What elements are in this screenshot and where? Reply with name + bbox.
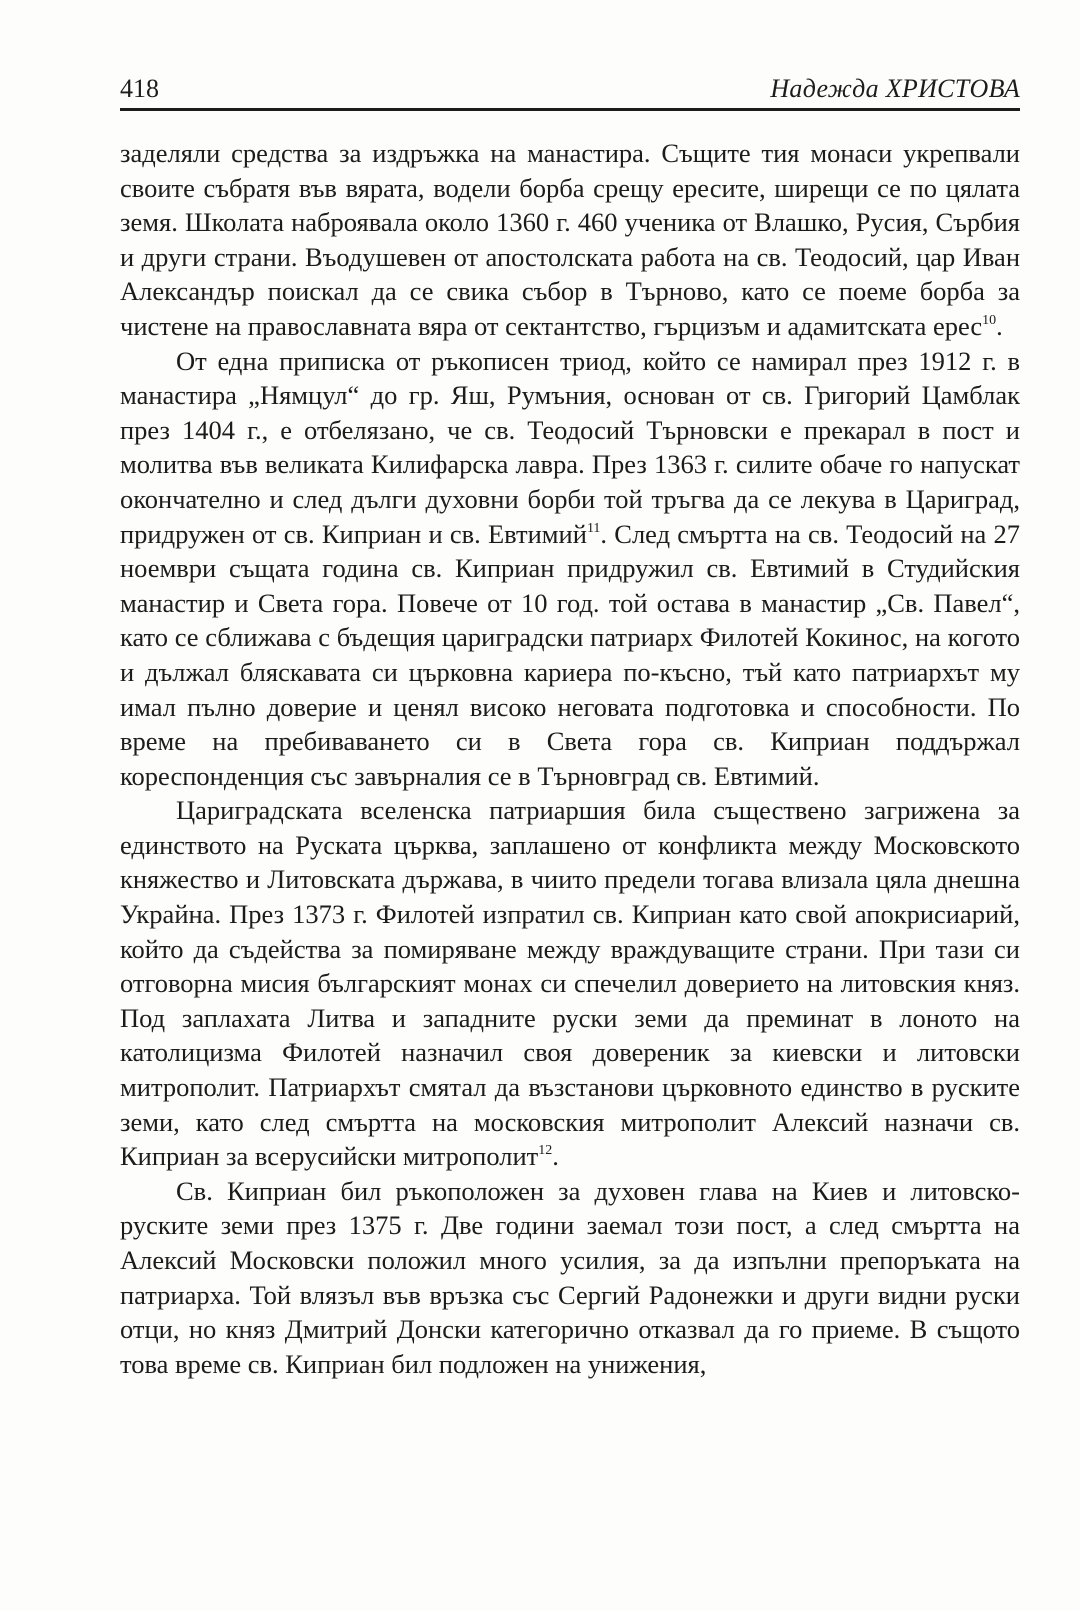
body-text	[120, 136, 1020, 1381]
running-head-author: Надежда ХРИСТОВА	[770, 74, 1020, 103]
footnote-ref: 10	[982, 312, 997, 328]
footnote-ref: 12	[538, 1143, 553, 1159]
paragraph-text: От една приписка от ръкописен триод, който се намирал през 1912 г. в манастира „Нямцул“ до гр. Яш, Румъния, основан от св. Григорий Цамблак през 1404 г., е отбелязано, че св. Теодосий Търновски е прекарал в пост и молитва във великата Килифарска лавра. През 1363 г. силите обаче го напускат окончателно и след дълги духовни борби той тръгва да се лекува в Цариград, придружен от св. Киприан и св. Евтимий	[120, 345, 1020, 549]
paragraph	[120, 344, 1020, 794]
paragraph	[120, 136, 1020, 344]
paragraph-text: заделяли средства за издръжка на манастира. Същите тия монаси укрепвали своите събратя във вярата, водели борба срещу ересите, ширещи се по цялата земя. Школата наброявала около 1360 г. 460 ученика от Влашко, Русия, Сърбия и други страни. Въодушевен от апостолската работа на св. Теодосий, цар Иван Александър поискал да се свика събор в Търново, като се поеме борба за чистене на православната вяра от сектантство, гърцизъм и адамитската ерес	[120, 138, 1020, 341]
page-number: 418	[120, 74, 159, 103]
page-header	[120, 72, 1020, 111]
paragraph-text-tail: .	[996, 310, 1003, 341]
paragraph	[120, 1174, 1020, 1382]
paragraph	[120, 793, 1020, 1174]
paragraph-text-tail: . След смъртта на св. Теодосий на 27 ноември същата година св. Киприан придружил св. Евтимий в Студийския манастир и Света гора. Повече от 10 год. той остава в манастир „Св. Павел“, като се сближава с бъдещия цариградски патриарх Филотей Кокинос, на когото и дължал бляскавата си църковна кариера по-късно, тъй като патриархът му имал пълно доверие и ценял високо неговата подготовка и способности. По време на пребиваването си в Света гора св. Киприан поддържал кореспонденция със завърналия се в Търновград св. Евтимий.	[120, 518, 1020, 791]
footnote-ref: 11	[586, 520, 601, 536]
paragraph-text: Цариградската вселенска патриаршия била съществено загрижена за единството на Руската църква, заплашено от конфликта между Московското княжество и Литовската държава, в чиито предели тогава влизала цяла днешна Украйна. През 1373 г. Филотей изпратил св. Киприан като свой апокрисиарий, който да съдейства за помиряване между враждуващите страни. При тази си отговорна мисия българският монах си спечелил доверието на литовския княз. Под заплахата Литва и западните руски земи да преминат в лоното на католицизма Филотей назначил своя довереник за киевски и литовски митрополит. Патриархът смятал да възстанови църковното единство в руските земи, като след смъртта на московския митрополит Алексий назначи св. Киприан за всерусийски митрополит	[120, 795, 1020, 1172]
paragraph-text-tail: .	[552, 1141, 559, 1172]
paragraph-text: Св. Киприан бил ръкоположен за духовен глава на Киев и литовско-руските земи през 1375 г. Две години заемал този пост, а след смъртта на Алексий Московски положил много усилия, за да изпълни препоръката на патриарха. Той влязъл във връзка със Сергий Радонежки и други видни руски отци, но княз Дмитрий Донски категорично отказвал да го приеме. В същото това време св. Киприан бил подложен на унижения,	[120, 1175, 1020, 1379]
